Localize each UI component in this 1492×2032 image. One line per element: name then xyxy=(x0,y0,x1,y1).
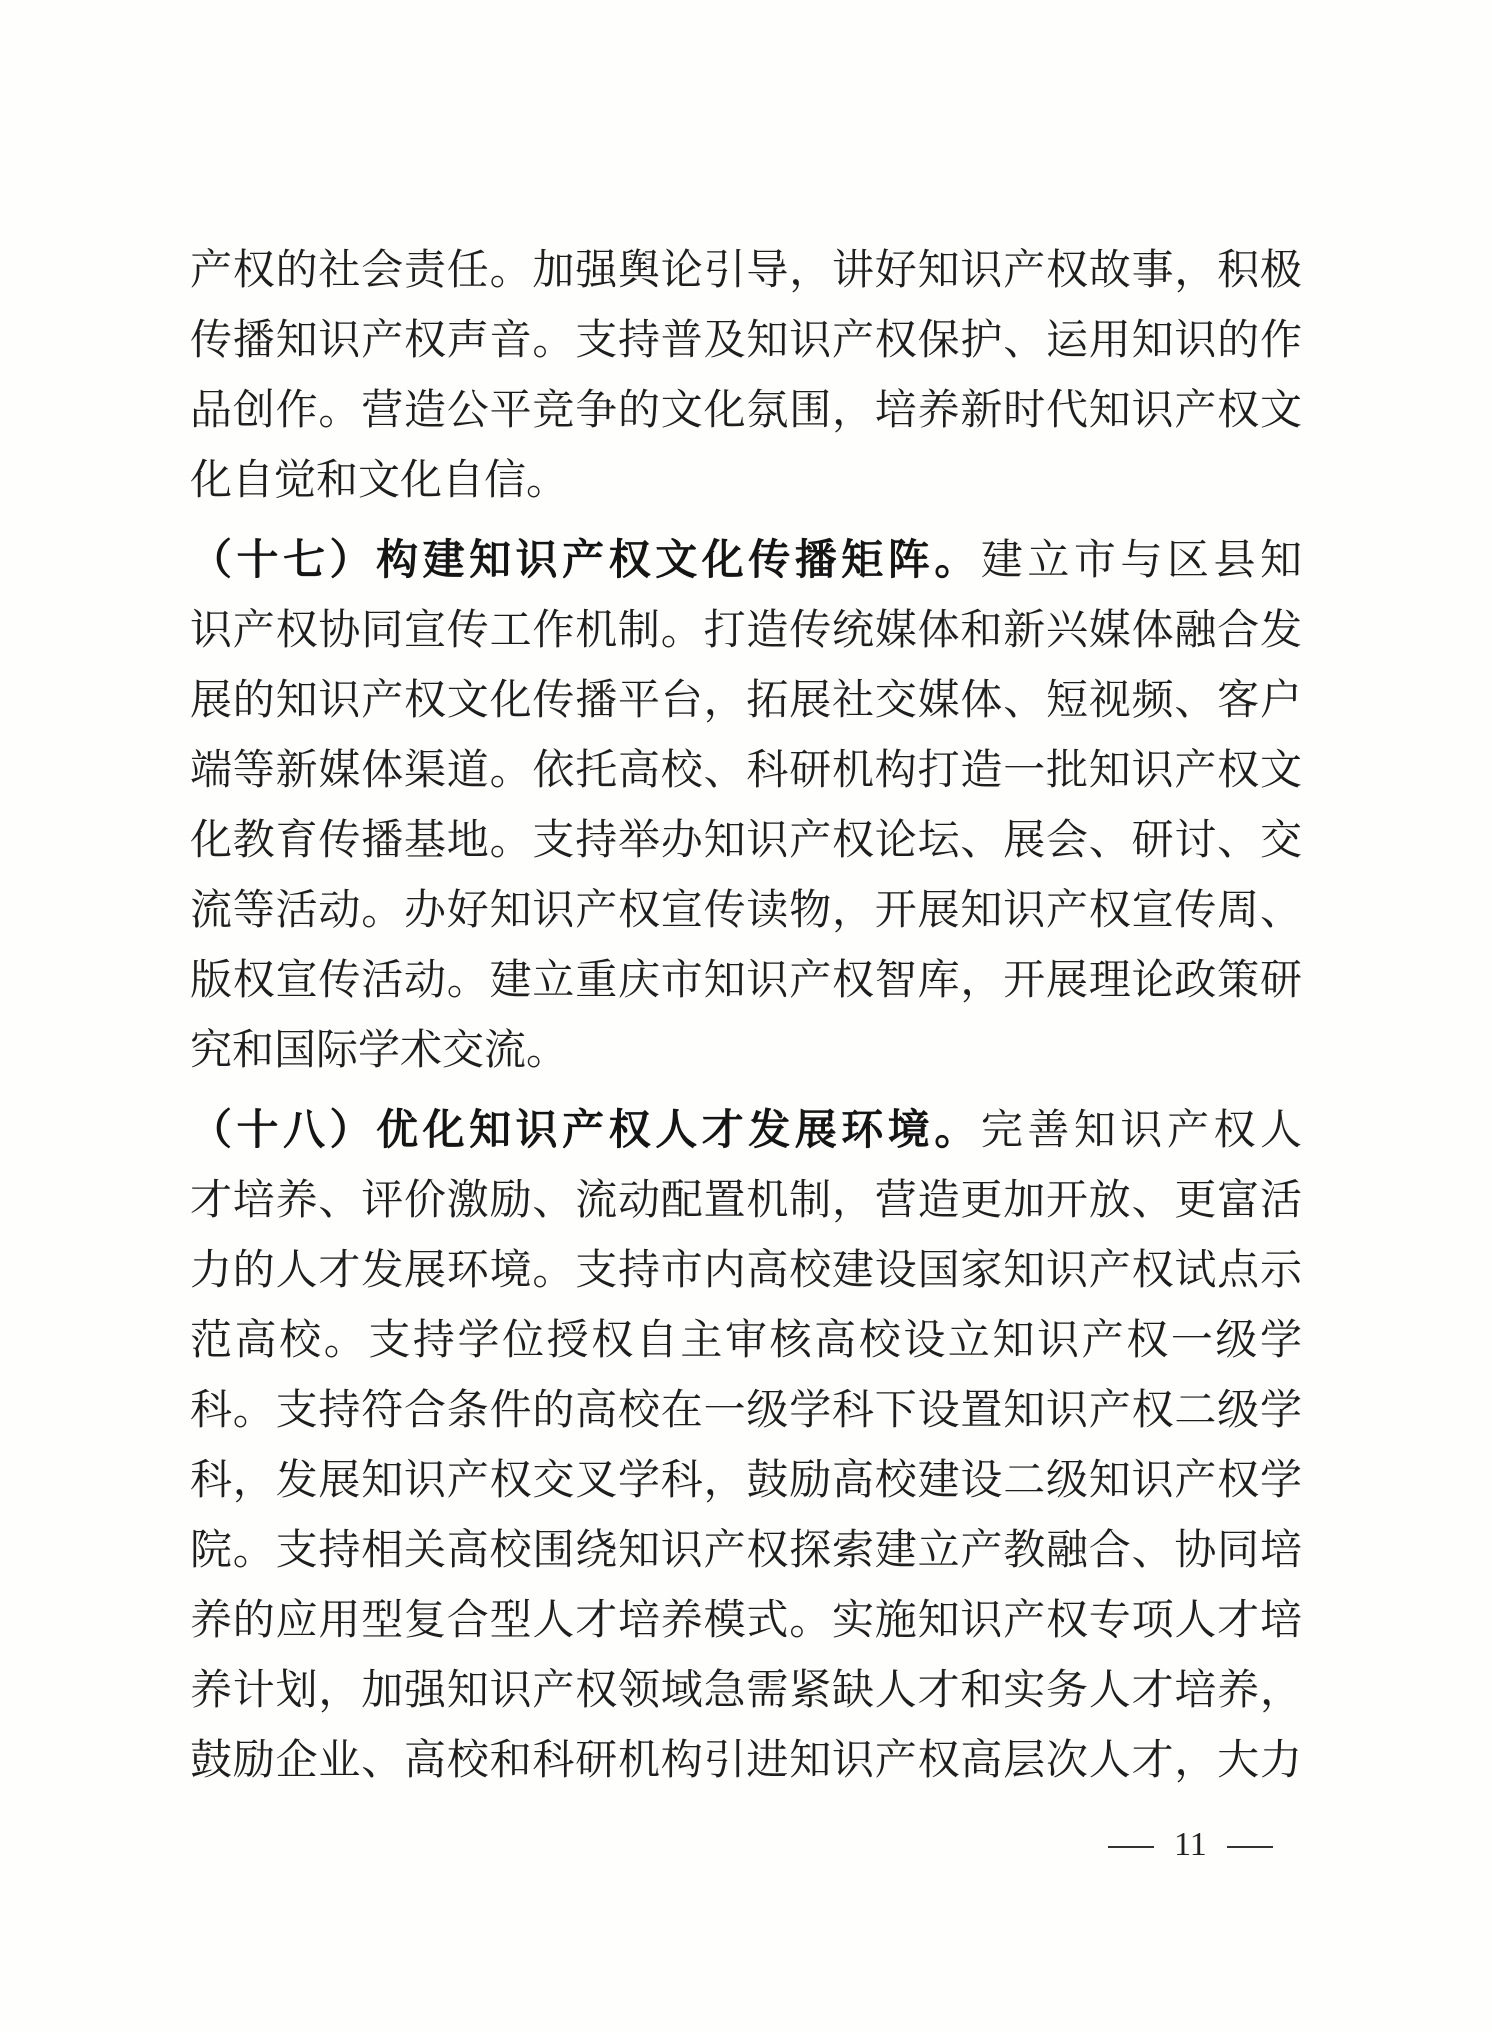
paragraph-line: 端等新媒体渠道。依托高校、科研机构打造一批知识产权文 xyxy=(190,745,1302,794)
page-number-dash-right xyxy=(1227,1846,1273,1848)
page-number-dash-left xyxy=(1108,1846,1154,1848)
paragraph-line: 品创作。营造公平竞争的文化氛围，培养新时代知识产权文 xyxy=(190,385,1302,434)
paragraph-line: 识产权协同宣传工作机制。打造传统媒体和新兴媒体融合发 xyxy=(190,605,1302,654)
paragraph-line: 产权的社会责任。加强舆论引导，讲好知识产权故事，积极 xyxy=(190,245,1302,294)
paragraph-line: 展的知识产权文化传播平台，拓展社交媒体、短视频、客户 xyxy=(190,675,1302,724)
paragraph-line: 鼓励企业、高校和科研机构引进知识产权高层次人才，大力 xyxy=(190,1735,1302,1784)
paragraph-line: 传播知识产权声音。支持普及知识产权保护、运用知识的作 xyxy=(190,315,1302,364)
paragraph-line: 版权宣传活动。建立重庆市知识产权智库，开展理论政策研 xyxy=(190,955,1302,1004)
paragraph-line: 科。支持符合条件的高校在一级学科下设置知识产权二级学 xyxy=(190,1385,1302,1434)
paragraph-line: 才培养、评价激励、流动配置机制，营造更加开放、更富活 xyxy=(190,1175,1302,1224)
paragraph-line: 化自觉和文化自信。 xyxy=(190,455,569,504)
page-number-value: 11 xyxy=(1174,1826,1207,1863)
paragraph-line: 范高校。支持学位授权自主审核高校设立知识产权一级学 xyxy=(190,1315,1302,1364)
paragraph-line: 究和国际学术交流。 xyxy=(190,1025,569,1074)
section-heading-18: （十八）优化知识产权人才发展环境。 xyxy=(190,1105,981,1154)
paragraph-line: 流等活动。办好知识产权宣传读物，开展知识产权宣传周、 xyxy=(190,885,1302,934)
paragraph-line: 化教育传播基地。支持举办知识产权论坛、展会、研讨、交 xyxy=(190,815,1302,864)
paragraph-line: 院。支持相关高校围绕知识产权探索建立产教融合、协同培 xyxy=(190,1525,1302,1574)
paragraph-line: 力的人才发展环境。支持市内高校建设国家知识产权试点示 xyxy=(190,1245,1302,1294)
paragraph-first-line xyxy=(190,525,1302,595)
paragraph-line: 养计划，加强知识产权领域急需紧缺人才和实务人才培养， xyxy=(190,1665,1302,1714)
paragraph-line: 养的应用型复合型人才培养模式。实施知识产权专项人才培 xyxy=(190,1595,1302,1644)
paragraph-text: 完善知识产权人 xyxy=(980,1105,1302,1154)
section-heading-17: （十七）构建知识产权文化传播矩阵。 xyxy=(190,535,981,584)
paragraph-line: 科，发展知识产权交叉学科，鼓励高校建设二级知识产权学 xyxy=(190,1455,1302,1504)
paragraph-first-line xyxy=(190,1095,1302,1165)
page-number xyxy=(1108,1822,1273,1868)
paragraph-text: 建立市与区县知 xyxy=(980,535,1302,584)
